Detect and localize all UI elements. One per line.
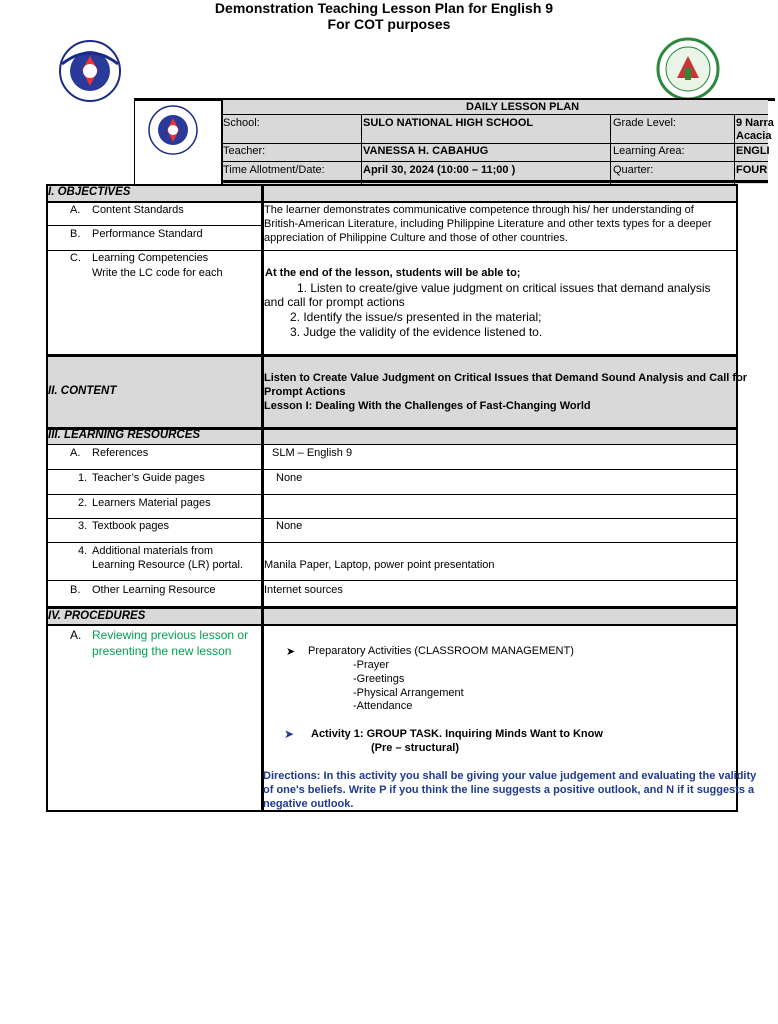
dlp-heading: DAILY LESSON PLAN bbox=[466, 101, 580, 113]
directions-line-3: negative outlook. bbox=[263, 798, 354, 810]
learners-material-num: 2. bbox=[78, 497, 88, 509]
grade-label: Grade Level: bbox=[613, 117, 676, 129]
competencies-label-2: Write the LC code for each bbox=[92, 267, 223, 279]
competencies-intro: At the end of the lesson, students will be able to; bbox=[265, 267, 521, 279]
teachers-guide-value: None bbox=[276, 472, 303, 484]
content-heading: II. CONTENT bbox=[48, 385, 117, 397]
other-resource-label: Other Learning Resource bbox=[92, 584, 216, 596]
quarter-label: Quarter: bbox=[613, 164, 654, 176]
additional-materials-label-2: Learning Resource (LR) portal. bbox=[92, 559, 244, 571]
directions-line-2: of one's beliefs. Write P if you think the line suggests a positive outlook, and N if it suggests a bbox=[263, 784, 755, 796]
competencies-letter: C. bbox=[70, 252, 81, 264]
content-standards-text-1: The learner demonstrates communicative competence through his/ her understanding of bbox=[264, 204, 694, 216]
other-resource-value: Internet sources bbox=[264, 584, 343, 596]
references-letter: A. bbox=[70, 447, 81, 459]
deped-seal-small bbox=[148, 103, 198, 157]
content-line-3: Lesson I: Dealing With the Challenges of Fast-Changing World bbox=[264, 400, 591, 412]
content-line-2: Prompt Actions bbox=[264, 386, 346, 398]
references-value: SLM – English 9 bbox=[272, 447, 353, 459]
document-subtitle: For COT purposes bbox=[327, 16, 451, 32]
prep-item-prayer: -Prayer bbox=[353, 659, 390, 671]
performance-standard-letter: B. bbox=[70, 228, 81, 240]
teachers-guide-num: 1. bbox=[78, 472, 88, 484]
school-value: SULO NATIONAL HIGH SCHOOL bbox=[363, 117, 534, 129]
arrow-bullet-icon: ➤ bbox=[284, 727, 295, 741]
grade-value: 9 Narra bbox=[736, 117, 774, 129]
textbook-value: None bbox=[276, 520, 303, 532]
competency-item-2: 2. Identify the issue/s presented in the material; bbox=[290, 310, 542, 324]
learners-material-label: Learners Material pages bbox=[92, 497, 211, 509]
content-standards-label: Content Standards bbox=[92, 204, 184, 216]
resources-heading: III. LEARNING RESOURCES bbox=[48, 429, 201, 441]
prep-item-arrangement: -Physical Arrangement bbox=[353, 687, 464, 699]
activity-subtitle: (Pre – structural) bbox=[371, 742, 460, 754]
deped-seal-left bbox=[42, 40, 138, 102]
content-standards-text-3: appreciation of Philippine Culture and those of other countries. bbox=[264, 232, 568, 244]
preparatory-title: Preparatory Activities (CLASSROOM MANAGEMENT) bbox=[308, 645, 574, 657]
textbook-label: Textbook pages bbox=[92, 520, 170, 532]
competency-item-1a: 1. Listen to create/give value judgment on critical issues that demand analysis bbox=[297, 281, 711, 295]
competency-item-1b: and call for prompt actions bbox=[264, 295, 405, 309]
procedure-a-label-1: Reviewing previous lesson or bbox=[92, 628, 249, 642]
directions-line-1: Directions: In this activity you shall be giving your value judgement and evaluating the validity bbox=[263, 770, 757, 782]
procedures-heading: IV. PROCEDURES bbox=[48, 610, 146, 622]
additional-materials-value: Manila Paper, Laptop, power point presentation bbox=[264, 559, 495, 571]
content-standards-text-2: British-American Literature, including Philippine Literature and other texts types for a deeper bbox=[264, 218, 712, 230]
time-value: April 30, 2024 (10:00 – 11;00 ) bbox=[363, 164, 516, 176]
grade-value-2: Acacia bbox=[736, 130, 772, 142]
competencies-label-1: Learning Competencies bbox=[92, 252, 209, 264]
competency-item-3: 3. Judge the validity of the evidence listened to. bbox=[290, 325, 543, 339]
performance-standard-label: Performance Standard bbox=[92, 228, 203, 240]
teacher-label: Teacher: bbox=[223, 145, 266, 157]
deped-logo-right bbox=[655, 38, 721, 100]
additional-materials-label-1: Additional materials from bbox=[92, 545, 214, 557]
prep-item-attendance: -Attendance bbox=[353, 700, 413, 712]
references-label: References bbox=[92, 447, 149, 459]
time-label: Time Allotment/Date: bbox=[223, 164, 325, 176]
teachers-guide-label: Teacher’s Guide pages bbox=[92, 472, 205, 484]
quarter-value: FOUR bbox=[736, 164, 768, 176]
arrow-bullet-icon: ➤ bbox=[286, 646, 296, 658]
prep-item-greetings: -Greetings bbox=[353, 673, 405, 685]
procedure-a-letter: A. bbox=[70, 628, 82, 642]
activity-title: Activity 1: GROUP TASK. Inquiring Minds Want to Know bbox=[311, 728, 603, 740]
teacher-value: VANESSA H. CABAHUG bbox=[363, 145, 489, 157]
additional-materials-num: 4. bbox=[78, 545, 88, 557]
textbook-num: 3. bbox=[78, 520, 88, 532]
school-label: School: bbox=[223, 117, 260, 129]
procedure-a-label-2: presenting the new lesson bbox=[92, 644, 232, 658]
document-title: Demonstration Teaching Lesson Plan for English 9 bbox=[214, 0, 554, 16]
objectives-heading: I. OBJECTIVES bbox=[48, 186, 131, 198]
other-resource-letter: B. bbox=[70, 584, 81, 596]
learning-area-value: ENGLI bbox=[736, 145, 770, 157]
content-standards-letter: A. bbox=[70, 204, 81, 216]
content-line-1: Listen to Create Value Judgment on Critical Issues that Demand Sound Analysis and Call for bbox=[264, 372, 748, 384]
learning-area-label: Learning Area: bbox=[613, 145, 685, 157]
